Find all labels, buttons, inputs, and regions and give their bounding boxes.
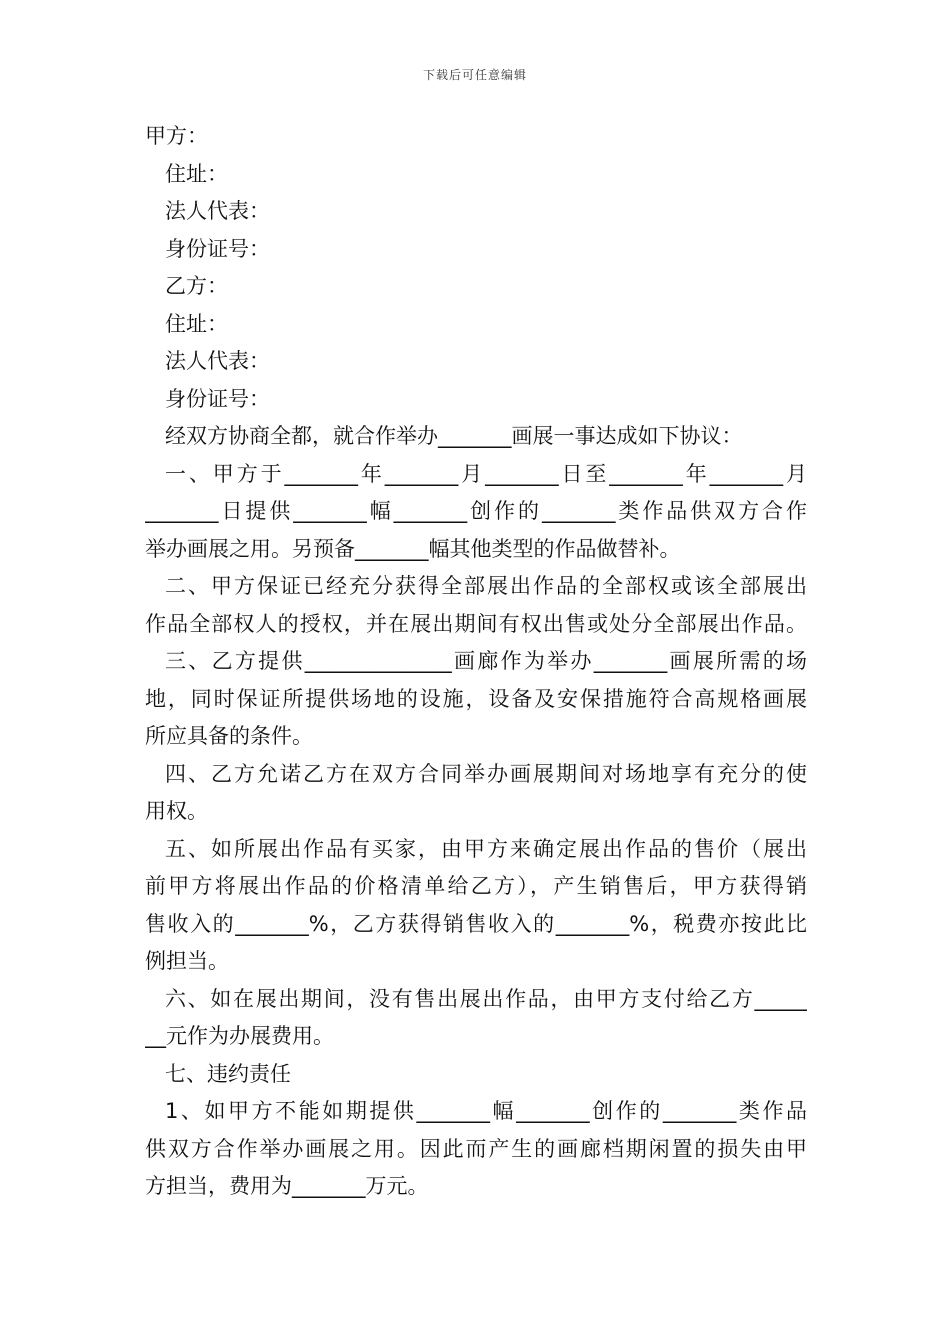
contract-line: 地，同时保证所提供场地的设施，设备及安保措施符合高规格画展 xyxy=(145,686,807,711)
contract-line: 法人代表： xyxy=(165,349,270,373)
contract-line: 住址： xyxy=(165,161,228,186)
contract-line: 举办画展之用。另预备_______幅其他类型的作品做替补。 xyxy=(145,536,681,561)
contract-line: 供双方合作举办画展之用。因此而产生的画廊档期闲置的损失由甲 xyxy=(145,1136,807,1161)
contract-line: __元作为办展费用。 xyxy=(145,1024,334,1048)
contract-line: 1、如甲方不能如期提供_______幅_______创作的_______类作品 xyxy=(165,1099,807,1123)
contract-line: 三、乙方提供______________画廊作为举办_______画展所需的场 xyxy=(165,649,807,673)
contract-line: 法人代表： xyxy=(165,199,270,223)
contract-line: 四、乙方允诺乙方在双方合同举办画展期间对场地享有充分的使 xyxy=(165,761,807,786)
contract-line: 五、如所展出作品有买家，由甲方来确定展出作品的售价（展出 xyxy=(165,836,807,861)
contract-line: _______日提供_______幅_______创作的_______类作品供双方合作 xyxy=(145,499,807,523)
contract-line: 七、违约责任 xyxy=(165,1061,291,1086)
contract-line: 二、甲方保证已经充分获得全部展出作品的全部权或该全部展出 xyxy=(165,574,807,598)
contract-body xyxy=(145,118,807,1206)
contract-line: 甲方： xyxy=(145,124,208,148)
contract-line: 用权。 xyxy=(145,799,208,823)
contract-line: 例担当。 xyxy=(145,949,229,973)
contract-line: 售收入的_______%，乙方获得销售收入的_______%，税费亦按此比 xyxy=(145,911,807,936)
contract-line: 所应具备的条件。 xyxy=(145,724,313,748)
contract-line: 住址： xyxy=(165,311,228,336)
contract-line: 方担当，费用为_______万元。 xyxy=(145,1174,429,1198)
contract-line: 一、甲方于_______年_______月_______日至_______年_______月 xyxy=(165,461,807,486)
contract-line: 身份证号： xyxy=(165,386,270,411)
contract-line: 六、如在展出期间，没有售出展出作品，由甲方支付给乙方_____ xyxy=(165,986,807,1011)
page-header: 下载后可任意编辑 xyxy=(422,68,527,82)
contract-line: 身份证号： xyxy=(165,236,270,261)
contract-line: 经双方协商全都，就合作举办_______画展一事达成如下协议： xyxy=(165,424,743,448)
contract-line: 作品全部权人的授权，并在展出期间有权出售或处分全部展出作品。 xyxy=(145,611,807,636)
contract-line: 乙方： xyxy=(165,274,228,298)
contract-line: 前甲方将展出作品的价格清单给乙方），产生销售后，甲方获得销 xyxy=(145,874,807,898)
